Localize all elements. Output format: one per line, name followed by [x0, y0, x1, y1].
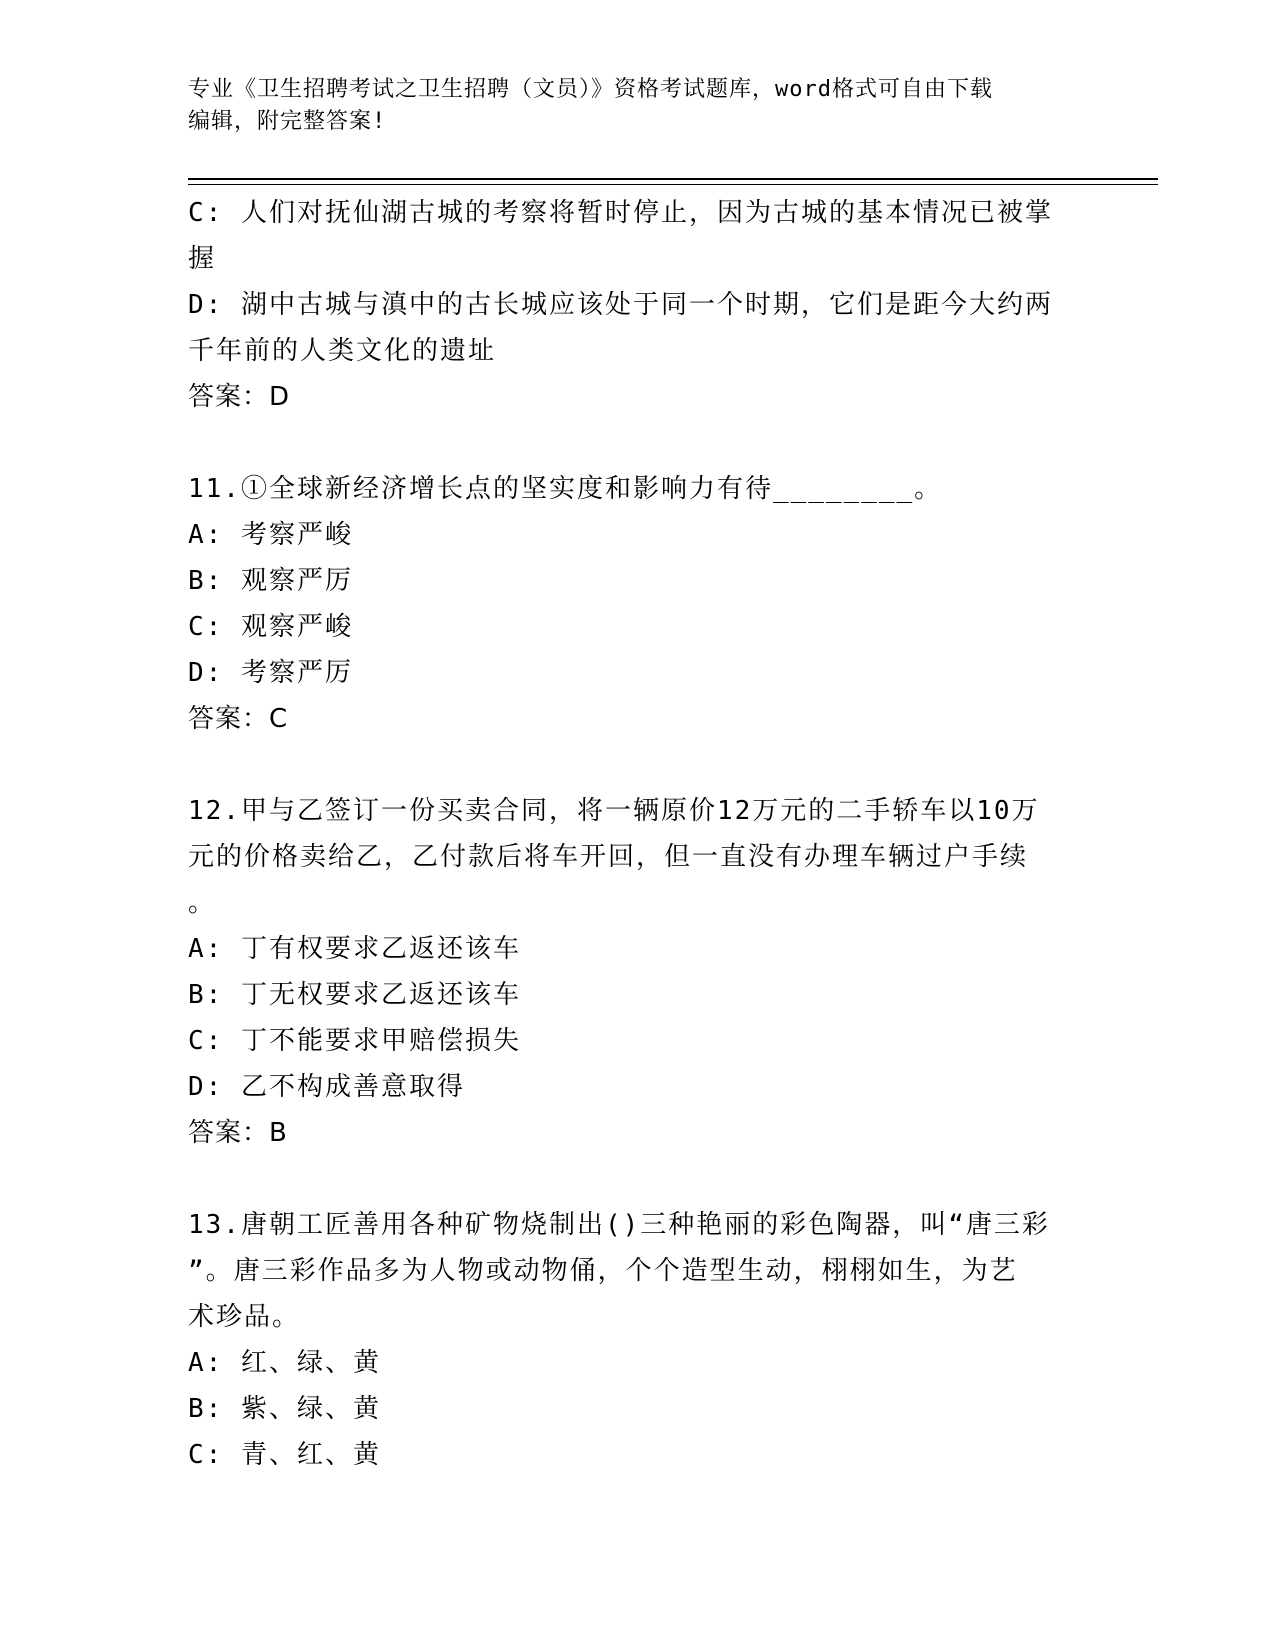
q11-option-d: D: 考察严厉 — [188, 658, 353, 688]
q11-option-a: A: 考察严峻 — [188, 520, 353, 550]
q11-option-b: B: 观察严厉 — [188, 566, 353, 596]
q13-stem-line-3: 术珍品。 — [188, 1302, 301, 1332]
q12-option-a: A: 丁有权要求乙返还该车 — [188, 934, 521, 964]
question-spacer — [188, 1156, 1088, 1202]
q12-option-c: C: 丁不能要求甲赔偿损失 — [188, 1026, 521, 1056]
q10-answer: 答案：D — [188, 382, 291, 412]
question-10 — [188, 190, 1088, 420]
q13-option-b: B: 紫、绿、黄 — [188, 1394, 381, 1424]
q12-stem-line-1: 12.甲与乙签订一份买卖合同，将一辆原价12万元的二手轿车以10万 — [188, 796, 1040, 826]
question-12 — [188, 788, 1088, 1156]
header-divider-thin — [188, 184, 1158, 185]
q11-option-c: C: 观察严峻 — [188, 612, 353, 642]
q13-option-a: A: 红、绿、黄 — [188, 1348, 381, 1378]
q12-answer: 答案：B — [188, 1118, 288, 1148]
header-line-1: 专业《卫生招聘考试之卫生招聘（文员）》资格考试题库，word格式可自由下载 — [188, 77, 993, 102]
q10-option-d-line-1: D: 湖中古城与滇中的古长城应该处于同一个时期，它们是距今大约两 — [188, 290, 1053, 320]
q12-stem-line-3: 。 — [188, 888, 217, 918]
question-spacer — [188, 420, 1088, 466]
q12-stem-line-2: 元的价格卖给乙，乙付款后将车开回，但一直没有办理车辆过户手续 — [188, 842, 1029, 872]
q11-stem: 11.①全球新经济增长点的坚实度和影响力有待________。 — [188, 474, 943, 504]
question-list — [188, 190, 1088, 1478]
q10-option-c-line-1: C: 人们对抚仙湖古城的考察将暂时停止，因为古城的基本情况已被掌 — [188, 198, 1053, 228]
question-spacer — [188, 742, 1088, 788]
q10-option-d-line-2: 千年前的人类文化的遗址 — [188, 336, 497, 366]
q12-option-d: D: 乙不构成善意取得 — [188, 1072, 465, 1102]
q13-stem-line-1: 13.唐朝工匠善用各种矿物烧制出()三种艳丽的彩色陶器，叫“唐三彩 — [188, 1210, 1050, 1240]
header-divider-thick — [188, 178, 1158, 180]
q13-stem-line-2: ”。唐三彩作品多为人物或动物俑，个个造型生动，栩栩如生，为艺 — [188, 1256, 1018, 1286]
q13-option-c: C: 青、红、黄 — [188, 1440, 381, 1470]
header-line-2: 编辑，附完整答案! — [188, 109, 387, 134]
q12-option-b: B: 丁无权要求乙返还该车 — [188, 980, 521, 1010]
q11-answer: 答案：C — [188, 704, 289, 734]
q10-option-c-line-2: 握 — [188, 244, 217, 274]
question-11 — [188, 466, 1088, 742]
document-header — [188, 74, 1088, 138]
question-13 — [188, 1202, 1088, 1478]
